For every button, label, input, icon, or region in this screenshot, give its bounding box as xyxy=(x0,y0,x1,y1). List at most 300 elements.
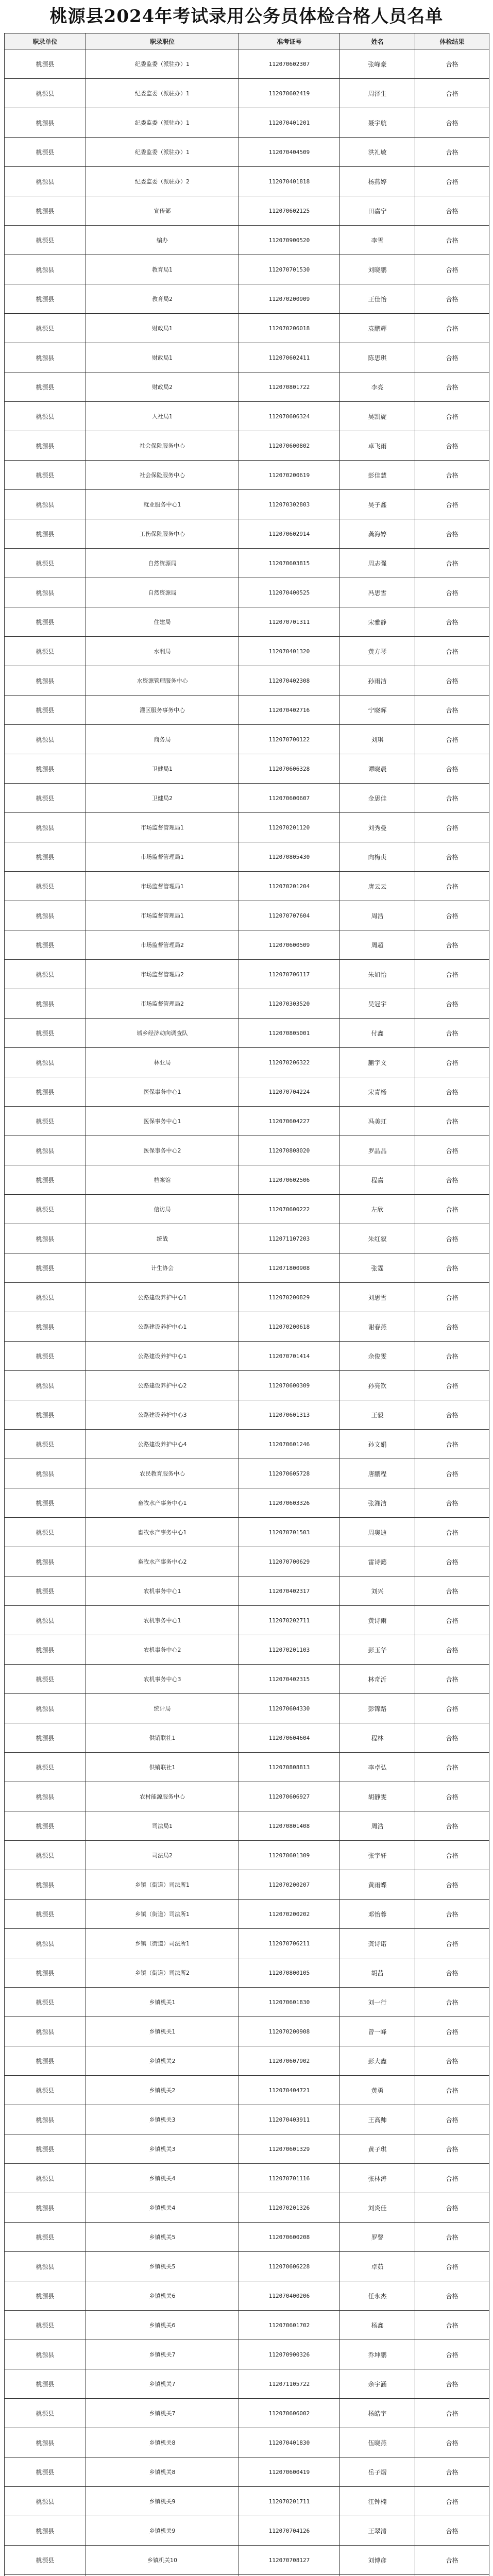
cell-position: 自然资源局 xyxy=(86,578,239,607)
table-row xyxy=(5,108,489,138)
table-row xyxy=(5,1371,489,1400)
cell-exam-id: 112070402315 xyxy=(239,1665,340,1694)
cell-exam-id: 112071107203 xyxy=(239,1224,340,1253)
table-row xyxy=(5,2193,489,2223)
table-row xyxy=(5,431,489,461)
table-row xyxy=(5,696,489,725)
cell-exam-id: 112070600309 xyxy=(239,1371,340,1400)
cell-result: 合格 xyxy=(415,1077,489,1107)
cell-name: 胡静雯 xyxy=(340,1782,415,1811)
cell-unit: 桃源县 xyxy=(5,519,86,549)
cell-position: 社会保险服务中心 xyxy=(86,461,239,490)
table-row xyxy=(5,2458,489,2487)
cell-name: 杨鑫 xyxy=(340,2311,415,2340)
cell-name: 彭锦路 xyxy=(340,1694,415,1723)
cell-exam-id: 112070206322 xyxy=(239,1048,340,1077)
table-row xyxy=(5,1459,489,1488)
table-row xyxy=(5,842,489,872)
column-header-name: 姓名 xyxy=(340,33,415,49)
table-row xyxy=(5,1811,489,1841)
cell-result: 合格 xyxy=(415,1811,489,1841)
cell-position: 住建局 xyxy=(86,607,239,637)
table-row xyxy=(5,196,489,226)
cell-result: 合格 xyxy=(415,2046,489,2076)
cell-exam-id: 112070200829 xyxy=(239,1283,340,1312)
cell-result: 合格 xyxy=(415,402,489,431)
cell-unit: 桃源县 xyxy=(5,813,86,842)
cell-unit: 桃源县 xyxy=(5,872,86,901)
cell-exam-id: 112070400206 xyxy=(239,2281,340,2311)
cell-position: 乡镇机关7 xyxy=(86,2399,239,2428)
cell-name: 邓怡蓉 xyxy=(340,1900,415,1929)
cell-unit: 桃源县 xyxy=(5,2017,86,2046)
cell-unit: 桃源县 xyxy=(5,2487,86,2516)
cell-unit: 桃源县 xyxy=(5,2369,86,2399)
cell-position: 统计局 xyxy=(86,1694,239,1723)
cell-result: 合格 xyxy=(415,1753,489,1782)
cell-unit: 桃源县 xyxy=(5,2164,86,2193)
cell-name: 聂宇航 xyxy=(340,108,415,138)
cell-result: 合格 xyxy=(415,2017,489,2046)
cell-unit: 桃源县 xyxy=(5,1518,86,1547)
cell-position: 纪委监委（派驻办）2 xyxy=(86,167,239,196)
cell-position: 财政局1 xyxy=(86,343,239,372)
table-row xyxy=(5,226,489,255)
cell-exam-id: 112070604604 xyxy=(239,1723,340,1753)
cell-unit: 桃源县 xyxy=(5,2458,86,2487)
cell-name: 朱红叙 xyxy=(340,1224,415,1253)
cell-exam-id: 112070601830 xyxy=(239,1988,340,2017)
cell-unit: 桃源县 xyxy=(5,1958,86,1988)
cell-result: 合格 xyxy=(415,1312,489,1342)
cell-name: 吴冠宇 xyxy=(340,989,415,1019)
cell-name: 罗晶晶 xyxy=(340,1136,415,1165)
cell-position: 统战 xyxy=(86,1224,239,1253)
table-row xyxy=(5,2516,489,2546)
cell-position: 乡镇（街道）司法所1 xyxy=(86,1929,239,1958)
cell-position: 乡镇机关3 xyxy=(86,2134,239,2164)
cell-result: 合格 xyxy=(415,1694,489,1723)
cell-unit: 桃源县 xyxy=(5,1371,86,1400)
table-row xyxy=(5,754,489,784)
cell-unit: 桃源县 xyxy=(5,49,86,79)
cell-result: 合格 xyxy=(415,2281,489,2311)
cell-name: 陈思琪 xyxy=(340,343,415,372)
cell-result: 合格 xyxy=(415,725,489,754)
cell-unit: 桃源县 xyxy=(5,1635,86,1665)
cell-position: 医保事务中心1 xyxy=(86,1077,239,1107)
table-row xyxy=(5,49,489,79)
table-row xyxy=(5,314,489,343)
cell-exam-id: 112070700122 xyxy=(239,725,340,754)
table-row xyxy=(5,461,489,490)
cell-exam-id: 112070801408 xyxy=(239,1811,340,1841)
cell-exam-id: 112070604330 xyxy=(239,1694,340,1723)
cell-exam-id: 112070808020 xyxy=(239,1136,340,1165)
table-row xyxy=(5,2281,489,2311)
cell-name: 王佳怡 xyxy=(340,284,415,314)
table-row xyxy=(5,1430,489,1459)
cell-result: 合格 xyxy=(415,1958,489,1988)
cell-unit: 桃源县 xyxy=(5,1283,86,1312)
cell-name: 宋青杨 xyxy=(340,1077,415,1107)
table-row xyxy=(5,1665,489,1694)
cell-name: 程林 xyxy=(340,1723,415,1753)
cell-unit: 桃源县 xyxy=(5,1900,86,1929)
cell-exam-id: 112070603815 xyxy=(239,549,340,578)
table-row xyxy=(5,79,489,108)
cell-result: 合格 xyxy=(415,2252,489,2281)
cell-exam-id: 112070601702 xyxy=(239,2311,340,2340)
cell-name: 龚海婷 xyxy=(340,519,415,549)
cell-name: 伍晓燕 xyxy=(340,2428,415,2458)
cell-name: 田嘉宁 xyxy=(340,196,415,226)
cell-exam-id: 112070602914 xyxy=(239,519,340,549)
cell-position: 市场监督管理局1 xyxy=(86,901,239,930)
table-header-row xyxy=(5,33,489,49)
cell-exam-id: 112070401201 xyxy=(239,108,340,138)
cell-unit: 桃源县 xyxy=(5,431,86,461)
cell-name: 付鑫 xyxy=(340,1019,415,1048)
cell-unit: 桃源县 xyxy=(5,960,86,989)
cell-exam-id: 112070701530 xyxy=(239,255,340,284)
cell-exam-id: 112070603326 xyxy=(239,1488,340,1518)
cell-exam-id: 112070602419 xyxy=(239,79,340,108)
table-row xyxy=(5,989,489,1019)
cell-unit: 桃源县 xyxy=(5,138,86,167)
cell-exam-id: 112070401320 xyxy=(239,637,340,666)
table-row xyxy=(5,519,489,549)
cell-position: 市场监督管理局2 xyxy=(86,989,239,1019)
cell-name: 黄子琪 xyxy=(340,2134,415,2164)
cell-position: 商务局 xyxy=(86,725,239,754)
cell-unit: 桃源县 xyxy=(5,549,86,578)
cell-unit: 桃源县 xyxy=(5,637,86,666)
cell-unit: 桃源县 xyxy=(5,1870,86,1900)
cell-position: 自然资源局 xyxy=(86,549,239,578)
cell-result: 合格 xyxy=(415,2164,489,2193)
table-row xyxy=(5,960,489,989)
cell-position: 水资源管理服务中心 xyxy=(86,666,239,696)
cell-name: 黄方琴 xyxy=(340,637,415,666)
cell-result: 合格 xyxy=(415,1518,489,1547)
cell-result: 合格 xyxy=(415,519,489,549)
cell-exam-id: 112070808813 xyxy=(239,1753,340,1782)
cell-result: 合格 xyxy=(415,1195,489,1224)
table-row xyxy=(5,2076,489,2105)
table-row xyxy=(5,607,489,637)
cell-exam-id: 112070201711 xyxy=(239,2487,340,2516)
cell-exam-id: 112070607902 xyxy=(239,2046,340,2076)
cell-name: 袁鹏辉 xyxy=(340,314,415,343)
cell-name: 杨皓宇 xyxy=(340,2399,415,2428)
cell-exam-id: 112070200207 xyxy=(239,1870,340,1900)
cell-name: 孙文娟 xyxy=(340,1430,415,1459)
cell-name: 龚诗诺 xyxy=(340,1929,415,1958)
table-row xyxy=(5,901,489,930)
cell-result: 合格 xyxy=(415,2134,489,2164)
cell-result: 合格 xyxy=(415,2311,489,2340)
cell-position: 乡镇机关4 xyxy=(86,2164,239,2193)
cell-position: 乡镇机关7 xyxy=(86,2340,239,2369)
cell-position: 信访局 xyxy=(86,1195,239,1224)
cell-exam-id: 112070600802 xyxy=(239,431,340,461)
cell-position: 市场监督管理局1 xyxy=(86,813,239,842)
cell-exam-id: 112070200908 xyxy=(239,2017,340,2046)
table-row xyxy=(5,1165,489,1195)
cell-result: 合格 xyxy=(415,490,489,519)
cell-result: 合格 xyxy=(415,2458,489,2487)
cell-result: 合格 xyxy=(415,901,489,930)
cell-name: 吴子鑫 xyxy=(340,490,415,519)
cell-result: 合格 xyxy=(415,284,489,314)
cell-unit: 桃源县 xyxy=(5,372,86,402)
cell-position: 乡镇机关8 xyxy=(86,2458,239,2487)
cell-result: 合格 xyxy=(415,2105,489,2134)
cell-result: 合格 xyxy=(415,79,489,108)
table-row xyxy=(5,872,489,901)
cell-position: 市场监督管理局1 xyxy=(86,872,239,901)
cell-position: 编办 xyxy=(86,226,239,255)
cell-unit: 桃源县 xyxy=(5,1929,86,1958)
cell-position: 公路建设养护中心3 xyxy=(86,1400,239,1430)
cell-result: 合格 xyxy=(415,1665,489,1694)
cell-exam-id: 112070404721 xyxy=(239,2076,340,2105)
table-row xyxy=(5,725,489,754)
table-row xyxy=(5,1107,489,1136)
cell-result: 合格 xyxy=(415,2546,489,2575)
cell-position: 工伤保险服务中心 xyxy=(86,519,239,549)
table-row xyxy=(5,549,489,578)
table-row xyxy=(5,1312,489,1342)
cell-exam-id: 112070700629 xyxy=(239,1547,340,1577)
cell-position: 乡镇机关5 xyxy=(86,2223,239,2252)
cell-result: 合格 xyxy=(415,1782,489,1811)
cell-position: 教育局2 xyxy=(86,284,239,314)
cell-name: 唐鹏程 xyxy=(340,1459,415,1488)
cell-result: 合格 xyxy=(415,1136,489,1165)
cell-position: 纪委监委（派驻办）1 xyxy=(86,138,239,167)
cell-name: 黄诗雨 xyxy=(340,1606,415,1635)
cell-exam-id: 112070602307 xyxy=(239,49,340,79)
cell-unit: 桃源县 xyxy=(5,226,86,255)
table-row xyxy=(5,1048,489,1077)
cell-position: 乡镇（街道）司法所2 xyxy=(86,1958,239,1988)
table-row xyxy=(5,284,489,314)
table-row xyxy=(5,167,489,196)
cell-exam-id: 112070600509 xyxy=(239,930,340,960)
cell-result: 合格 xyxy=(415,578,489,607)
cell-result: 合格 xyxy=(415,108,489,138)
cell-position: 纪委监委（派驻办）1 xyxy=(86,79,239,108)
cell-unit: 桃源县 xyxy=(5,2311,86,2340)
cell-position: 市场监督管理局2 xyxy=(86,930,239,960)
cell-unit: 桃源县 xyxy=(5,1253,86,1283)
cell-exam-id: 112070704224 xyxy=(239,1077,340,1107)
cell-exam-id: 112070706117 xyxy=(239,960,340,989)
cell-unit: 桃源县 xyxy=(5,2076,86,2105)
cell-name: 李雪 xyxy=(340,226,415,255)
cell-result: 合格 xyxy=(415,960,489,989)
table-row xyxy=(5,1400,489,1430)
cell-unit: 桃源县 xyxy=(5,1107,86,1136)
cell-position: 乡镇机关9 xyxy=(86,2516,239,2546)
cell-result: 合格 xyxy=(415,1488,489,1518)
cell-exam-id: 112070600419 xyxy=(239,2458,340,2487)
cell-result: 合格 xyxy=(415,167,489,196)
cell-exam-id: 112070600607 xyxy=(239,784,340,813)
cell-unit: 桃源县 xyxy=(5,2546,86,2575)
cell-name: 张宇轩 xyxy=(340,1841,415,1870)
table-row xyxy=(5,930,489,960)
table-row xyxy=(5,1342,489,1371)
cell-result: 合格 xyxy=(415,607,489,637)
cell-unit: 桃源县 xyxy=(5,284,86,314)
cell-unit: 桃源县 xyxy=(5,1577,86,1606)
cell-unit: 桃源县 xyxy=(5,1136,86,1165)
cell-name: 王高帅 xyxy=(340,2105,415,2134)
cell-name: 林奇沂 xyxy=(340,1665,415,1694)
cell-result: 合格 xyxy=(415,1107,489,1136)
cell-result: 合格 xyxy=(415,696,489,725)
table-row xyxy=(5,2164,489,2193)
cell-name: 彭大鑫 xyxy=(340,2046,415,2076)
cell-unit: 桃源县 xyxy=(5,784,86,813)
table-row xyxy=(5,2487,489,2516)
cell-exam-id: 112070701503 xyxy=(239,1518,340,1547)
cell-name: 李亮 xyxy=(340,372,415,402)
cell-result: 合格 xyxy=(415,226,489,255)
cell-position: 司法局2 xyxy=(86,1841,239,1870)
cell-exam-id: 112070202711 xyxy=(239,1606,340,1635)
cell-exam-id: 112070900326 xyxy=(239,2340,340,2369)
table-row xyxy=(5,2428,489,2458)
cell-position: 公路建设养护中心4 xyxy=(86,1430,239,1459)
cell-result: 合格 xyxy=(415,2193,489,2223)
cell-position: 公路建设养护中心1 xyxy=(86,1342,239,1371)
cell-result: 合格 xyxy=(415,343,489,372)
cell-name: 刘炎佳 xyxy=(340,2193,415,2223)
table-row xyxy=(5,1224,489,1253)
cell-exam-id: 112070200202 xyxy=(239,1900,340,1929)
table-row xyxy=(5,1518,489,1547)
cell-result: 合格 xyxy=(415,196,489,226)
cell-position: 公路建设养护中心2 xyxy=(86,1371,239,1400)
cell-exam-id: 112070606927 xyxy=(239,1782,340,1811)
cell-position: 纪委监委（派驻办）1 xyxy=(86,108,239,138)
cell-position: 卫健局2 xyxy=(86,784,239,813)
cell-result: 合格 xyxy=(415,784,489,813)
table-row xyxy=(5,637,489,666)
cell-unit: 桃源县 xyxy=(5,2340,86,2369)
cell-position: 人社局1 xyxy=(86,402,239,431)
table-row xyxy=(5,2546,489,2575)
cell-position: 供销联社1 xyxy=(86,1753,239,1782)
cell-exam-id: 112070601309 xyxy=(239,1841,340,1870)
table-row xyxy=(5,1077,489,1107)
table-row xyxy=(5,1635,489,1665)
table-row xyxy=(5,1870,489,1900)
table-row xyxy=(5,1782,489,1811)
cell-unit: 桃源县 xyxy=(5,696,86,725)
cell-result: 合格 xyxy=(415,49,489,79)
cell-position: 农村能源服务中心 xyxy=(86,1782,239,1811)
cell-result: 合格 xyxy=(415,549,489,578)
cell-name: 王翠清 xyxy=(340,2516,415,2546)
cell-name: 刘一行 xyxy=(340,1988,415,2017)
column-header-unit: 职录单位 xyxy=(5,33,86,49)
cell-unit: 桃源县 xyxy=(5,1165,86,1195)
cell-unit: 桃源县 xyxy=(5,754,86,784)
cell-unit: 桃源县 xyxy=(5,167,86,196)
cell-name: 周浩 xyxy=(340,901,415,930)
cell-result: 合格 xyxy=(415,372,489,402)
cell-position: 医保事务中心1 xyxy=(86,1107,239,1136)
cell-unit: 桃源县 xyxy=(5,725,86,754)
cell-unit: 桃源县 xyxy=(5,930,86,960)
cell-result: 合格 xyxy=(415,2223,489,2252)
table-row xyxy=(5,1929,489,1958)
cell-unit: 桃源县 xyxy=(5,1312,86,1342)
cell-name: 程嘉 xyxy=(340,1165,415,1195)
cell-exam-id: 112070303520 xyxy=(239,989,340,1019)
cell-result: 合格 xyxy=(415,872,489,901)
cell-position: 教育局1 xyxy=(86,255,239,284)
cell-position: 农机事务中心2 xyxy=(86,1635,239,1665)
cell-unit: 桃源县 xyxy=(5,607,86,637)
cell-unit: 桃源县 xyxy=(5,196,86,226)
cell-result: 合格 xyxy=(415,1547,489,1577)
cell-exam-id: 112070900520 xyxy=(239,226,340,255)
cell-unit: 桃源县 xyxy=(5,989,86,1019)
cell-unit: 桃源县 xyxy=(5,578,86,607)
cell-result: 合格 xyxy=(415,637,489,666)
cell-exam-id: 112070402716 xyxy=(239,696,340,725)
cell-unit: 桃源县 xyxy=(5,255,86,284)
cell-unit: 桃源县 xyxy=(5,2046,86,2076)
cell-exam-id: 112070606228 xyxy=(239,2252,340,2281)
cell-name: 王毅 xyxy=(340,1400,415,1430)
cell-exam-id: 112070805430 xyxy=(239,842,340,872)
cell-result: 合格 xyxy=(415,930,489,960)
cell-exam-id: 112070606324 xyxy=(239,402,340,431)
cell-name: 黄勇 xyxy=(340,2076,415,2105)
table-row xyxy=(5,1694,489,1723)
cell-name: 周浩 xyxy=(340,1811,415,1841)
cell-name: 宋雅静 xyxy=(340,607,415,637)
cell-exam-id: 112070706211 xyxy=(239,1929,340,1958)
cell-result: 合格 xyxy=(415,1900,489,1929)
cell-unit: 桃源县 xyxy=(5,2428,86,2458)
cell-unit: 桃源县 xyxy=(5,1019,86,1048)
cell-unit: 桃源县 xyxy=(5,490,86,519)
cell-unit: 桃源县 xyxy=(5,402,86,431)
cell-name: 左欣 xyxy=(340,1195,415,1224)
table-row xyxy=(5,1753,489,1782)
table-row xyxy=(5,2399,489,2428)
cell-exam-id: 112070602125 xyxy=(239,196,340,226)
cell-name: 刘兴 xyxy=(340,1577,415,1606)
cell-result: 合格 xyxy=(415,1577,489,1606)
table-row xyxy=(5,2311,489,2340)
cell-position: 畜牧水产事务中心1 xyxy=(86,1518,239,1547)
cell-exam-id: 112070606328 xyxy=(239,754,340,784)
cell-position: 财政局2 xyxy=(86,372,239,402)
cell-result: 合格 xyxy=(415,1400,489,1430)
cell-position: 公路建设养护中心1 xyxy=(86,1283,239,1312)
cell-unit: 桃源县 xyxy=(5,2281,86,2311)
cell-position: 医保事务中心2 xyxy=(86,1136,239,1165)
